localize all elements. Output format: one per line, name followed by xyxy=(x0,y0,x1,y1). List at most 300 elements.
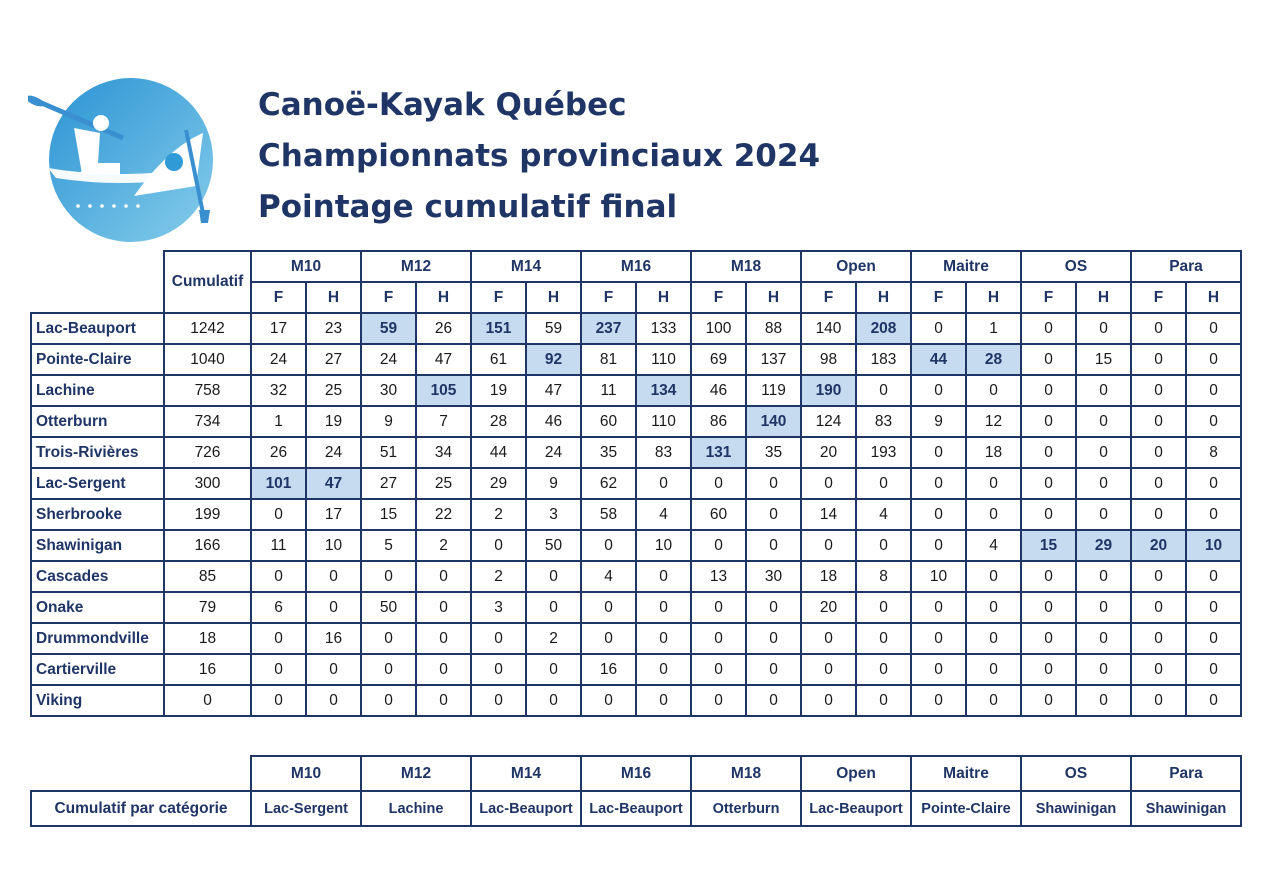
score-cell: 1 xyxy=(966,313,1021,344)
score-cell: 0 xyxy=(581,530,636,561)
score-cell: 60 xyxy=(581,406,636,437)
header-blank-cell xyxy=(31,251,164,313)
sex-header-f: F xyxy=(911,282,966,313)
summary-category-header: M16 xyxy=(581,756,691,791)
score-cell: 0 xyxy=(361,685,416,716)
score-cell: 10 xyxy=(636,530,691,561)
score-cell: 7 xyxy=(416,406,471,437)
score-cell: 0 xyxy=(966,468,1021,499)
score-cell: 0 xyxy=(1186,406,1241,437)
score-cell: 62 xyxy=(581,468,636,499)
score-cell: 50 xyxy=(526,530,581,561)
score-cell: 0 xyxy=(801,654,856,685)
score-cell: 0 xyxy=(966,685,1021,716)
score-cell: 11 xyxy=(581,375,636,406)
summary-winner: Shawinigan xyxy=(1021,791,1131,826)
score-cell: 0 xyxy=(1131,654,1186,685)
score-cell: 20 xyxy=(801,437,856,468)
score-cell: 25 xyxy=(416,468,471,499)
table-row xyxy=(31,499,1241,530)
score-cell: 6 xyxy=(251,592,306,623)
header-row-categories xyxy=(31,251,1241,282)
score-cell: 27 xyxy=(361,468,416,499)
score-cell: 5 xyxy=(361,530,416,561)
club-name: Pointe-Claire xyxy=(31,344,164,375)
sex-header-h: H xyxy=(526,282,581,313)
score-cell: 0 xyxy=(1186,561,1241,592)
club-name: Sherbrooke xyxy=(31,499,164,530)
score-cell: 0 xyxy=(1186,468,1241,499)
score-cell: 0 xyxy=(856,623,911,654)
score-cell: 0 xyxy=(911,623,966,654)
score-cell: 13 xyxy=(691,561,746,592)
score-cell: 29 xyxy=(471,468,526,499)
score-cell: 0 xyxy=(1076,592,1131,623)
score-cell: 0 xyxy=(1186,654,1241,685)
score-cell: 86 xyxy=(691,406,746,437)
score-cell: 58 xyxy=(581,499,636,530)
score-cell: 0 xyxy=(1076,313,1131,344)
score-cell: 0 xyxy=(691,623,746,654)
score-cell: 193 xyxy=(856,437,911,468)
score-cell: 1 xyxy=(251,406,306,437)
summary-category-header: M12 xyxy=(361,756,471,791)
category-header: M16 xyxy=(581,251,691,282)
score-cell: 0 xyxy=(306,561,361,592)
score-cell: 0 xyxy=(801,685,856,716)
score-cell: 0 xyxy=(636,623,691,654)
club-name: Shawinigan xyxy=(31,530,164,561)
score-cell: 0 xyxy=(1021,468,1076,499)
score-cell: 4 xyxy=(966,530,1021,561)
sex-header-h: H xyxy=(966,282,1021,313)
category-header: M14 xyxy=(471,251,581,282)
score-cell: 0 xyxy=(856,654,911,685)
score-cell: 0 xyxy=(911,685,966,716)
score-cell: 0 xyxy=(1131,561,1186,592)
score-cell: 0 xyxy=(1021,561,1076,592)
summary-category-header: Open xyxy=(801,756,911,791)
score-cell: 0 xyxy=(1131,623,1186,654)
score-cell: 2 xyxy=(471,499,526,530)
score-cell: 0 xyxy=(526,561,581,592)
score-cell: 0 xyxy=(856,468,911,499)
score-cell: 0 xyxy=(416,592,471,623)
table-row xyxy=(31,592,1241,623)
table-row xyxy=(31,685,1241,716)
score-cell: 0 xyxy=(416,654,471,685)
score-cell: 0 xyxy=(1076,499,1131,530)
score-cell: 0 xyxy=(1186,623,1241,654)
summary-category-header: M18 xyxy=(691,756,801,791)
score-table xyxy=(30,250,1242,717)
score-cell: 0 xyxy=(636,685,691,716)
score-cell: 0 xyxy=(1021,499,1076,530)
title-line-1: Canoë-Kayak Québec xyxy=(258,87,627,123)
score-cell: 0 xyxy=(361,623,416,654)
score-table-body xyxy=(31,313,1241,716)
score-cell: 9 xyxy=(911,406,966,437)
score-cell: 0 xyxy=(1131,499,1186,530)
table-row xyxy=(31,530,1241,561)
score-cell: 0 xyxy=(416,623,471,654)
score-cell: 44 xyxy=(471,437,526,468)
summary-category-header: Maitre xyxy=(911,756,1021,791)
score-cell: 0 xyxy=(911,592,966,623)
score-cell: 50 xyxy=(361,592,416,623)
score-cell: 9 xyxy=(361,406,416,437)
score-cell: 60 xyxy=(691,499,746,530)
score-cell: 0 xyxy=(581,685,636,716)
club-name: Onake xyxy=(31,592,164,623)
summary-category-header: OS xyxy=(1021,756,1131,791)
club-name: Drummondville xyxy=(31,623,164,654)
club-total: 1040 xyxy=(164,344,251,375)
table-row xyxy=(31,654,1241,685)
score-cell: 0 xyxy=(1021,375,1076,406)
summary-winner: Pointe-Claire xyxy=(911,791,1021,826)
score-cell: 101 xyxy=(251,468,306,499)
category-header: Open xyxy=(801,251,911,282)
table-row xyxy=(31,313,1241,344)
score-cell: 0 xyxy=(306,685,361,716)
club-name: Trois-Rivières xyxy=(31,437,164,468)
score-cell: 140 xyxy=(746,406,801,437)
summary-winner: Lac-Beauport xyxy=(581,791,691,826)
summary-category-header: Para xyxy=(1131,756,1241,791)
sex-header-f: F xyxy=(1021,282,1076,313)
score-cell: 46 xyxy=(691,375,746,406)
table-row xyxy=(31,623,1241,654)
summary-blank-cell xyxy=(31,756,251,791)
score-cell: 0 xyxy=(966,375,1021,406)
score-cell: 0 xyxy=(581,592,636,623)
club-total: 85 xyxy=(164,561,251,592)
score-cell: 0 xyxy=(911,375,966,406)
score-cell: 15 xyxy=(361,499,416,530)
score-cell: 0 xyxy=(251,499,306,530)
club-total: 199 xyxy=(164,499,251,530)
score-cell: 0 xyxy=(691,592,746,623)
score-cell: 30 xyxy=(746,561,801,592)
score-cell: 26 xyxy=(251,437,306,468)
score-cell: 0 xyxy=(1076,468,1131,499)
club-total: 1242 xyxy=(164,313,251,344)
score-cell: 0 xyxy=(691,685,746,716)
sex-header-f: F xyxy=(801,282,856,313)
score-cell: 0 xyxy=(526,654,581,685)
club-total: 734 xyxy=(164,406,251,437)
score-cell: 0 xyxy=(306,654,361,685)
score-cell: 0 xyxy=(636,654,691,685)
score-cell: 16 xyxy=(581,654,636,685)
score-cell: 0 xyxy=(1186,592,1241,623)
score-cell: 0 xyxy=(746,685,801,716)
sex-header-h: H xyxy=(416,282,471,313)
score-cell: 8 xyxy=(856,561,911,592)
score-cell: 15 xyxy=(1021,530,1076,561)
score-cell: 0 xyxy=(966,592,1021,623)
club-total: 300 xyxy=(164,468,251,499)
sex-header-h: H xyxy=(636,282,691,313)
score-cell: 119 xyxy=(746,375,801,406)
score-cell: 4 xyxy=(856,499,911,530)
club-name: Lac-Sergent xyxy=(31,468,164,499)
score-cell: 35 xyxy=(746,437,801,468)
score-cell: 237 xyxy=(581,313,636,344)
score-cell: 0 xyxy=(251,685,306,716)
score-cell: 0 xyxy=(911,313,966,344)
score-cell: 0 xyxy=(636,468,691,499)
score-cell: 69 xyxy=(691,344,746,375)
score-cell: 3 xyxy=(471,592,526,623)
score-cell: 0 xyxy=(746,499,801,530)
score-cell: 47 xyxy=(306,468,361,499)
score-cell: 0 xyxy=(581,623,636,654)
score-cell: 0 xyxy=(306,592,361,623)
score-cell: 0 xyxy=(1131,375,1186,406)
summary-label: Cumulatif par catégorie xyxy=(31,791,251,826)
summary-category-header: M14 xyxy=(471,756,581,791)
score-cell: 47 xyxy=(526,375,581,406)
score-cell: 0 xyxy=(801,468,856,499)
score-cell: 0 xyxy=(911,468,966,499)
score-cell: 0 xyxy=(1076,375,1131,406)
score-cell: 0 xyxy=(1186,375,1241,406)
score-cell: 0 xyxy=(801,530,856,561)
score-cell: 110 xyxy=(636,406,691,437)
sex-header-f: F xyxy=(471,282,526,313)
score-cell: 0 xyxy=(1186,344,1241,375)
score-cell: 44 xyxy=(911,344,966,375)
score-cell: 2 xyxy=(471,561,526,592)
score-cell: 0 xyxy=(1131,685,1186,716)
club-total: 0 xyxy=(164,685,251,716)
score-cell: 0 xyxy=(1131,468,1186,499)
score-cell: 30 xyxy=(361,375,416,406)
score-cell: 0 xyxy=(691,468,746,499)
table-row xyxy=(31,468,1241,499)
club-total: 16 xyxy=(164,654,251,685)
score-cell: 0 xyxy=(471,685,526,716)
score-cell: 22 xyxy=(416,499,471,530)
score-cell: 27 xyxy=(306,344,361,375)
score-cell: 183 xyxy=(856,344,911,375)
summary-winner: Lachine xyxy=(361,791,471,826)
score-cell: 0 xyxy=(471,530,526,561)
summary-winner: Lac-Sergent xyxy=(251,791,361,826)
score-cell: 0 xyxy=(526,592,581,623)
score-cell: 0 xyxy=(416,685,471,716)
score-cell: 0 xyxy=(911,437,966,468)
score-cell: 0 xyxy=(856,375,911,406)
score-cell: 10 xyxy=(306,530,361,561)
score-cell: 24 xyxy=(526,437,581,468)
score-cell: 0 xyxy=(746,623,801,654)
score-cell: 0 xyxy=(471,623,526,654)
score-cell: 0 xyxy=(251,561,306,592)
score-cell: 0 xyxy=(1076,654,1131,685)
score-cell: 0 xyxy=(526,685,581,716)
category-summary-table xyxy=(30,755,1242,827)
score-cell: 28 xyxy=(471,406,526,437)
score-cell: 0 xyxy=(1186,499,1241,530)
category-summary-body xyxy=(31,756,1241,826)
score-cell: 32 xyxy=(251,375,306,406)
score-cell: 0 xyxy=(1021,313,1076,344)
score-cell: 0 xyxy=(966,623,1021,654)
score-cell: 0 xyxy=(746,468,801,499)
score-cell: 83 xyxy=(636,437,691,468)
score-cell: 2 xyxy=(526,623,581,654)
score-cell: 59 xyxy=(361,313,416,344)
sex-header-h: H xyxy=(1076,282,1131,313)
score-cell: 0 xyxy=(1076,437,1131,468)
category-header: Para xyxy=(1131,251,1241,282)
score-cell: 16 xyxy=(306,623,361,654)
score-cell: 4 xyxy=(636,499,691,530)
score-cell: 9 xyxy=(526,468,581,499)
score-cell: 10 xyxy=(1186,530,1241,561)
club-total: 726 xyxy=(164,437,251,468)
club-total: 79 xyxy=(164,592,251,623)
score-cell: 35 xyxy=(581,437,636,468)
score-cell: 0 xyxy=(1131,406,1186,437)
score-cell: 0 xyxy=(1131,313,1186,344)
club-total: 758 xyxy=(164,375,251,406)
score-cell: 0 xyxy=(1076,623,1131,654)
summary-header-row xyxy=(31,756,1241,791)
category-header: OS xyxy=(1021,251,1131,282)
club-name: Lac-Beauport xyxy=(31,313,164,344)
score-cell: 17 xyxy=(306,499,361,530)
score-cell: 0 xyxy=(251,654,306,685)
score-cell: 0 xyxy=(856,592,911,623)
score-cell: 46 xyxy=(526,406,581,437)
score-cell: 0 xyxy=(636,592,691,623)
score-cell: 20 xyxy=(1131,530,1186,561)
score-cell: 24 xyxy=(306,437,361,468)
club-name: Viking xyxy=(31,685,164,716)
score-cell: 19 xyxy=(471,375,526,406)
canoe-kayak-logo-icon xyxy=(28,78,218,243)
summary-winner: Otterburn xyxy=(691,791,801,826)
score-cell: 0 xyxy=(1186,685,1241,716)
category-header: Maitre xyxy=(911,251,1021,282)
score-cell: 29 xyxy=(1076,530,1131,561)
score-cell: 24 xyxy=(361,344,416,375)
table-row xyxy=(31,561,1241,592)
score-cell: 4 xyxy=(581,561,636,592)
score-cell: 26 xyxy=(416,313,471,344)
club-total: 18 xyxy=(164,623,251,654)
score-cell: 0 xyxy=(746,654,801,685)
score-cell: 0 xyxy=(1021,344,1076,375)
summary-winner: Lac-Beauport xyxy=(801,791,911,826)
score-cell: 24 xyxy=(251,344,306,375)
score-cell: 0 xyxy=(1021,654,1076,685)
score-cell: 15 xyxy=(1076,344,1131,375)
score-cell: 92 xyxy=(526,344,581,375)
score-cell: 110 xyxy=(636,344,691,375)
score-cell: 0 xyxy=(1131,437,1186,468)
title-line-2: Championnats provinciaux 2024 xyxy=(258,138,821,174)
score-cell: 124 xyxy=(801,406,856,437)
score-cell: 0 xyxy=(856,685,911,716)
score-cell: 18 xyxy=(966,437,1021,468)
score-cell: 61 xyxy=(471,344,526,375)
score-cell: 105 xyxy=(416,375,471,406)
score-cell: 151 xyxy=(471,313,526,344)
summary-winner-row xyxy=(31,791,1241,826)
score-cell: 98 xyxy=(801,344,856,375)
sex-header-h: H xyxy=(1186,282,1241,313)
score-cell: 18 xyxy=(801,561,856,592)
sex-header-f: F xyxy=(581,282,636,313)
score-cell: 28 xyxy=(966,344,1021,375)
club-name: Cartierville xyxy=(31,654,164,685)
table-row xyxy=(31,375,1241,406)
score-cell: 0 xyxy=(1021,406,1076,437)
score-cell: 208 xyxy=(856,313,911,344)
score-cell: 0 xyxy=(1021,437,1076,468)
score-cell: 0 xyxy=(966,561,1021,592)
table-row xyxy=(31,437,1241,468)
score-cell: 0 xyxy=(966,654,1021,685)
cumulatif-header: Cumulatif xyxy=(164,251,251,313)
summary-winner: Lac-Beauport xyxy=(471,791,581,826)
score-cell: 11 xyxy=(251,530,306,561)
score-cell: 47 xyxy=(416,344,471,375)
score-cell: 34 xyxy=(416,437,471,468)
score-cell: 0 xyxy=(1131,592,1186,623)
score-cell: 88 xyxy=(746,313,801,344)
category-header: M10 xyxy=(251,251,361,282)
score-cell: 0 xyxy=(1021,592,1076,623)
score-cell: 0 xyxy=(911,654,966,685)
sex-header-h: H xyxy=(306,282,361,313)
score-cell: 100 xyxy=(691,313,746,344)
score-cell: 0 xyxy=(911,499,966,530)
score-table-header xyxy=(31,251,1241,313)
table-row xyxy=(31,406,1241,437)
score-cell: 2 xyxy=(416,530,471,561)
club-name: Lachine xyxy=(31,375,164,406)
table-row xyxy=(31,344,1241,375)
sex-header-h: H xyxy=(746,282,801,313)
sex-header-f: F xyxy=(361,282,416,313)
score-cell: 0 xyxy=(801,623,856,654)
score-cell: 0 xyxy=(251,623,306,654)
score-cell: 0 xyxy=(911,530,966,561)
score-cell: 0 xyxy=(636,561,691,592)
summary-category-header: M10 xyxy=(251,756,361,791)
sex-header-f: F xyxy=(1131,282,1186,313)
score-cell: 0 xyxy=(1076,406,1131,437)
score-cell: 134 xyxy=(636,375,691,406)
score-cell: 83 xyxy=(856,406,911,437)
title-block xyxy=(258,80,820,233)
score-cell: 133 xyxy=(636,313,691,344)
score-cell: 0 xyxy=(691,654,746,685)
score-cell: 14 xyxy=(801,499,856,530)
score-cell: 0 xyxy=(746,530,801,561)
score-cell: 137 xyxy=(746,344,801,375)
club-total: 166 xyxy=(164,530,251,561)
score-cell: 0 xyxy=(361,561,416,592)
score-cell: 0 xyxy=(1076,685,1131,716)
sex-header-f: F xyxy=(251,282,306,313)
